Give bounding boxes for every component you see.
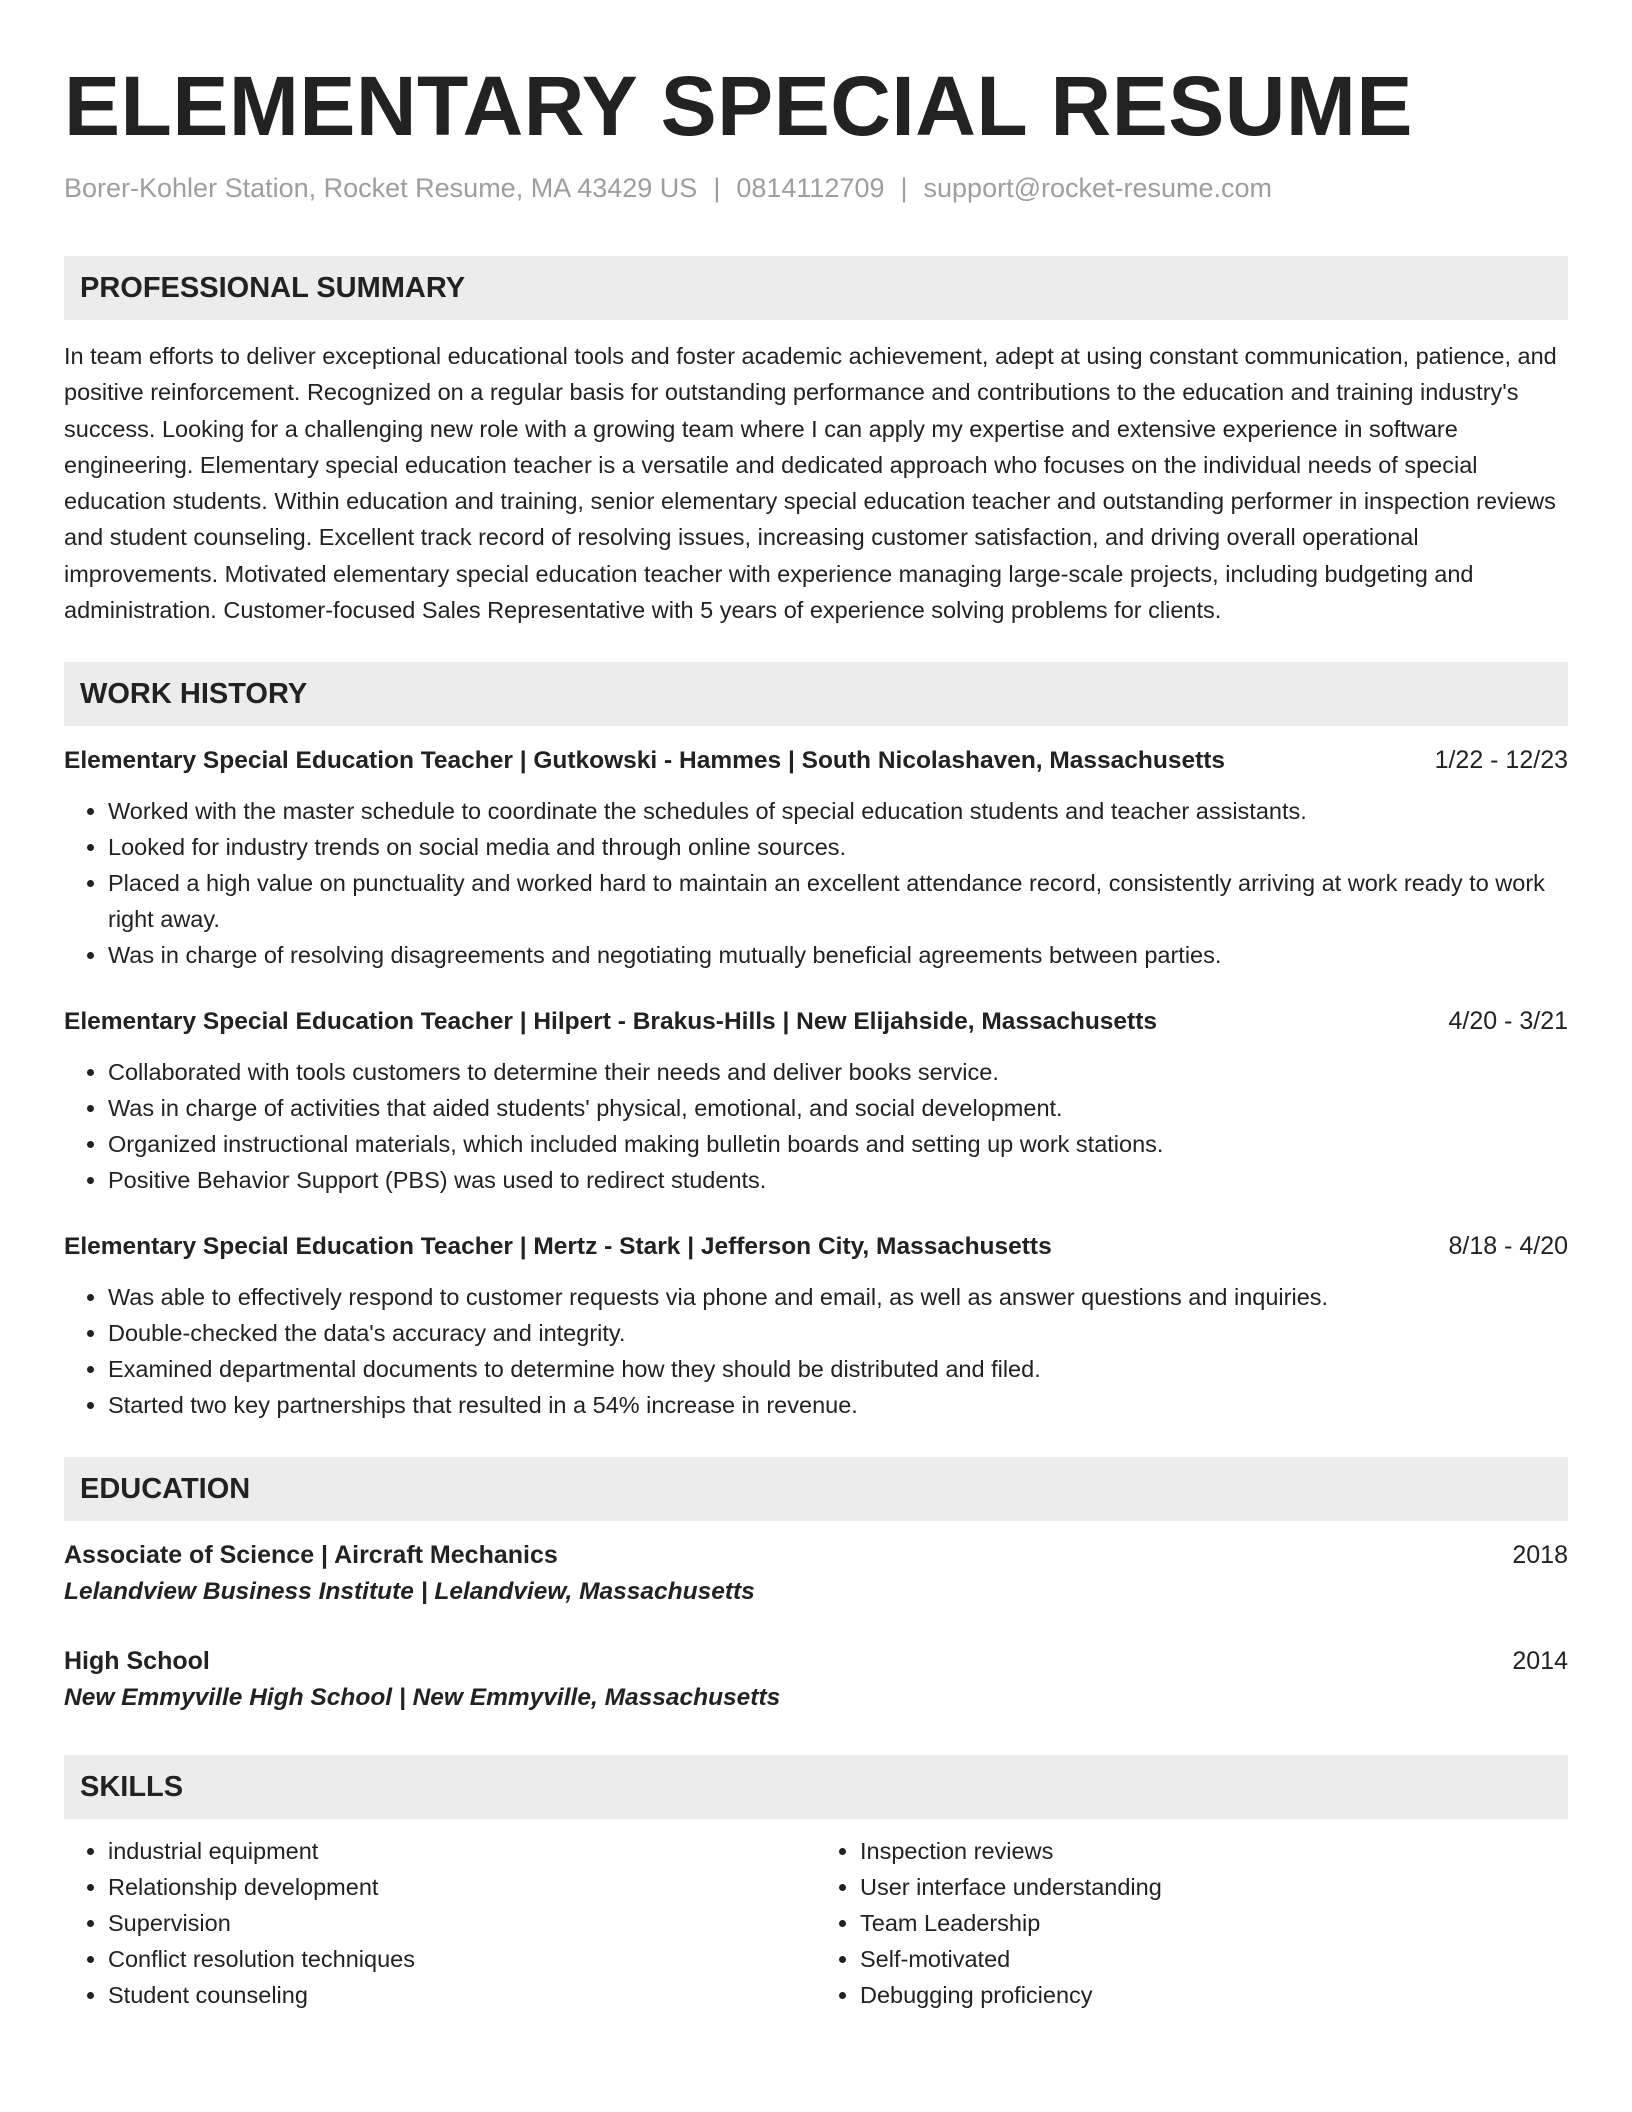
contact-separator: | [900,173,908,203]
section-heading-work-history: WORK HISTORY [64,662,1568,726]
skill-item: • Student counseling [108,1977,816,2013]
job-bullets [64,1054,1568,1198]
contact-email: support@rocket-resume.com [923,173,1273,203]
job-header [64,1228,1568,1265]
contact-address: Borer-Kohler Station, Rocket Resume, MA 43429 US [64,173,698,203]
skill-item: • Supervision [108,1905,816,1941]
skills-column-left [64,1833,816,2013]
skill-item: • Inspection reviews [860,1833,1568,1869]
education-year: 2018 [1512,1541,1568,1570]
education-school: New Emmyville High School | New Emmyville, Massachusetts [64,1684,781,1712]
skills-list [64,1833,816,2013]
job-entry [64,742,1568,973]
job-bullet: • Was in charge of resolving disagreements and negotiating mutually beneficial agreements between parties. [108,937,1568,973]
job-bullet: • Double-checked the data's accuracy and integrity. [108,1315,1568,1351]
skill-item: • Team Leadership [860,1905,1568,1941]
skills-columns [64,1833,1568,2013]
skills-list [816,1833,1568,2013]
contact-phone: 0814112709 [736,173,885,203]
education-year: 2014 [1512,1647,1568,1676]
job-bullet: • Started two key partnerships that resulted in a 54% increase in revenue. [108,1387,1568,1423]
job-header [64,742,1568,779]
job-entry [64,1228,1568,1423]
education-degree: High School [64,1647,210,1676]
job-title: Elementary Special Education Teacher | Gutkowski - Hammes | South Nicolashaven, Massachusetts [64,747,1226,775]
job-bullet: • Positive Behavior Support (PBS) was used to redirect students. [108,1162,1568,1198]
job-bullet: • Worked with the master schedule to coordinate the schedules of special education students and teacher assistants. [108,793,1568,829]
skill-item: • Conflict resolution techniques [108,1941,816,1977]
job-header [64,1003,1568,1040]
contact-line [64,170,1568,206]
job-bullet: • Organized instructional materials, which included making bulletin boards and setting up work stations. [108,1126,1568,1162]
job-bullet: • Placed a high value on punctuality and worked hard to maintain an excellent attendance record, consistently arriving at work ready to work right away. [108,865,1568,937]
job-bullet: • Examined departmental documents to determine how they should be distributed and filed. [108,1351,1568,1387]
job-bullets [64,793,1568,973]
skill-item: • User interface understanding [860,1869,1568,1905]
job-dates: 1/22 - 12/23 [1434,746,1568,775]
education-header [64,1643,1568,1679]
job-bullet: • Looked for industry trends on social media and through online sources. [108,829,1568,865]
job-entry [64,1003,1568,1198]
job-bullets [64,1279,1568,1423]
job-bullet: • Was in charge of activities that aided students' physical, emotional, and social development. [108,1090,1568,1126]
education-header [64,1537,1568,1573]
skill-item: • Debugging proficiency [860,1977,1568,2013]
job-title: Elementary Special Education Teacher | Mertz - Stark | Jefferson City, Massachusetts [64,1233,1052,1261]
skills-column-right [816,1833,1568,2013]
education-entry [64,1537,1568,1611]
skill-item: • Self-motivated [860,1941,1568,1977]
education-degree: Associate of Science | Aircraft Mechanics [64,1541,558,1570]
contact-separator: | [713,173,721,203]
job-dates: 8/18 - 4/20 [1448,1232,1568,1261]
summary-text: In team efforts to deliver exceptional educational tools and foster academic achievement, adept at using constant communication, patience, and positive reinforcement. Recognized on a regular basis for outstanding performance and contributions to the education and training industry's success. Looking for a challenging new role with a growing team where I can apply my expertise and extensive experience in software engineering. Elementary special education teacher is a versatile and dedicated approach who focuses on the individual needs of special education students. Within education and training, senior elementary special education teacher and outstanding performer in inspection reviews and student counseling. Excellent track record of resolving issues, increasing customer satisfaction, and driving overall operational improvements. Motivated elementary special education teacher with experience managing large-scale projects, including budgeting and administration. Customer-focused Sales Representative with 5 years of experience solving problems for clients. [64,343,1557,624]
job-title: Elementary Special Education Teacher | Hilpert - Brakus-Hills | New Elijahside, Massachusetts [64,1008,1157,1036]
job-bullet: • Was able to effectively respond to customer requests via phone and email, as well as answer questions and inquiries. [108,1279,1568,1315]
resume-name: ELEMENTARY SPECIAL RESUME [64,59,1413,153]
section-heading-skills: SKILLS [64,1755,1568,1819]
skill-item: • industrial equipment [108,1833,816,1869]
skill-item: • Relationship development [108,1869,816,1905]
education-school: Lelandview Business Institute | Lelandview, Massachusetts [64,1578,755,1606]
job-bullet: • Collaborated with tools customers to determine their needs and deliver books service. [108,1054,1568,1090]
section-heading-summary: PROFESSIONAL SUMMARY [64,256,1568,320]
education-entry [64,1643,1568,1717]
job-dates: 4/20 - 3/21 [1448,1007,1568,1036]
section-heading-education: EDUCATION [64,1457,1568,1521]
